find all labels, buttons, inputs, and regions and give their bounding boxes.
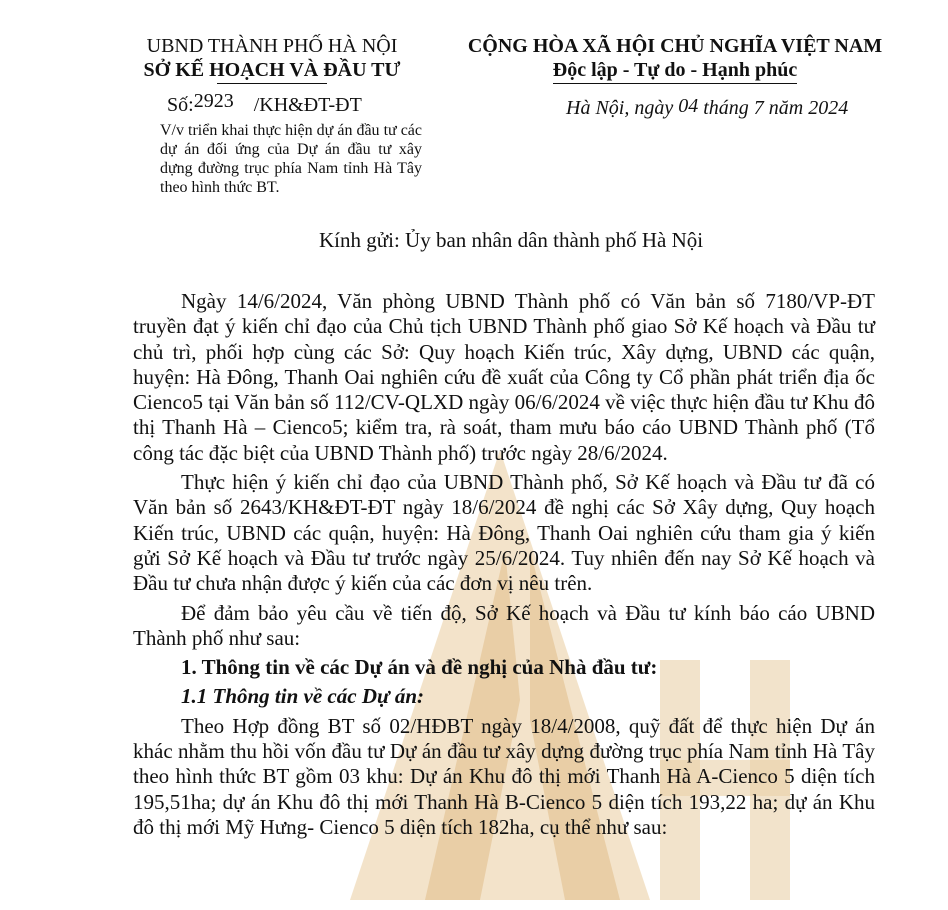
document-number [167, 90, 362, 117]
date-line [566, 97, 848, 120]
paragraph-2: Thực hiện ý kiến chỉ đạo của UBND Thành phố, Sở Kế hoạch và Đầu tư đã có Văn bản số 2643/KH&ĐT-ĐT ngày 18/6/2024 đề nghị các Sở Xây dựng, Quy hoạch Kiến trúc, UBND các quận, huyện: Hà Đông, Thanh Oai nghiên cứu tham gia ý kiến gửi Sở Kế hoạch và Đầu tư trước ngày 25/6/2024. Tuy nhiên đến nay Sở Kế hoạch và Đầu tư chưa nhận được ý kiến của các đơn vị nêu trên. [133, 470, 875, 596]
agency-name: SỞ KẾ HOẠCH VÀ ĐẦU TƯ [143, 59, 401, 81]
issuing-agency-block [112, 34, 432, 84]
parent-agency: UBND THÀNH PHỐ HÀ NỘI [146, 35, 398, 57]
agency-underline [217, 83, 327, 84]
paragraph-4: Theo Hợp đồng BT số 02/HĐBT ngày 18/4/2008, quỹ đất để thực hiện Dự án khác nhằm thu hồi vốn đầu tư Dự án đầu tư xây dựng đường trục phía Nam tỉnh Hà Tây theo hình thức BT gồm 03 khu: Dự án Khu đô thị mới Thanh Hà A-Cienco 5 diện tích 195,51ha; dự án Khu đô thị mới Thanh Hà B-Cienco 5 diện tích 193,22 ha; dự án Khu đô thị mới Mỹ Hưng- Cienco 5 diện tích 182ha, cụ thể như sau: [133, 713, 875, 839]
doc-number-suffix: /KH&ĐT-ĐT [253, 94, 362, 116]
date-prefix: Hà Nội, ngày [566, 97, 679, 119]
section-heading-1: 1. Thông tin về các Dự án và đề nghị của Nhà đầu tư: [181, 655, 658, 680]
doc-number-prefix: Số: [167, 94, 194, 116]
country-name: CỘNG HÒA XÃ HỘI CHỦ NGHĨA VIỆT NAM [467, 35, 883, 57]
document-subject: V/v triển khai thực hiện dự án đầu tư các dự án đối ứng của Dự án đầu tư xây dựng đường trục phía Nam tỉnh Hà Tây theo hình thức BT. [160, 122, 422, 196]
paragraph-1: Ngày 14/6/2024, Văn phòng UBND Thành phố có Văn bản số 7180/VP-ĐT truyền đạt ý kiến chỉ đạo của Chủ tịch UBND Thành phố giao Sở Kế hoạch và Đầu tư chủ trì, phối hợp cùng các Sở: Quy hoạch Kiến trúc, Xây dựng, UBND các quận, huyện: Hà Đông, Thanh Oai nghiên cứu đề xuất của Công ty Cổ phần phát triển địa ốc Cienco5 tại Văn bản số 112/CV-QLXD ngày 06/6/2024 về việc thực hiện đầu tư Khu đô thị Thanh Hà – Cienco5; kiểm tra, rà soát, tham mưu báo cáo UBND Thành phố (Tổ công tác đặc biệt của UBND Thành phố) trước ngày 28/6/2024. [133, 289, 875, 465]
section-heading-1-1: 1.1 Thông tin về các Dự án: [181, 684, 424, 709]
date-day: 04 [678, 95, 699, 117]
date-suffix: tháng 7 năm 2024 [703, 97, 849, 119]
document-body [133, 289, 875, 840]
recipient-line: Kính gửi: Ủy ban nhân dân thành phố Hà Nội [319, 228, 704, 252]
national-motto: Độc lập - Tự do - Hạnh phúc [553, 58, 797, 84]
national-title-block [440, 34, 910, 84]
paragraph-3: Để đảm bảo yêu cầu về tiến độ, Sở Kế hoạch và Đầu tư kính báo cáo UBND Thành phố như sau: [133, 600, 875, 650]
doc-number-value: 2923 [193, 90, 234, 112]
